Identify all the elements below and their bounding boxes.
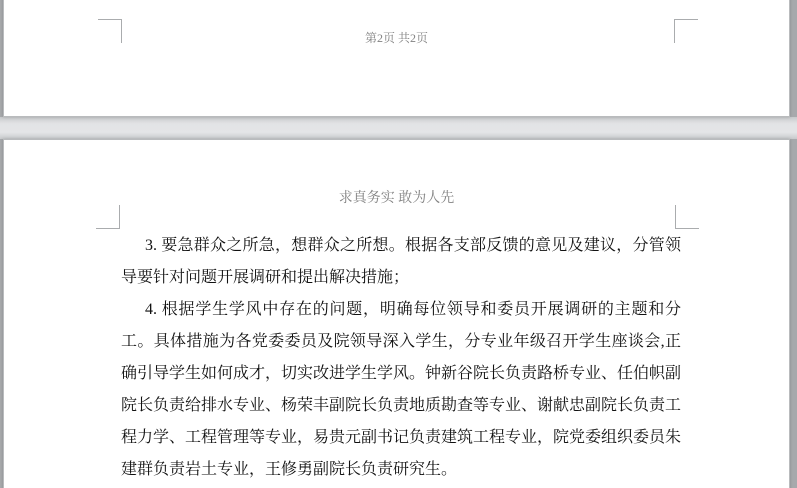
margin-mark-curr-top-right <box>675 205 699 229</box>
document-body-text[interactable] <box>121 230 681 486</box>
page-number-footer: 第2页 共2页 <box>364 31 428 45</box>
paragraph-item-3[interactable]: 3. 要急群众之所急，想群众之所想。根据各支部反馈的意见及建议，分管领导要针对问题开展调研和提出解决措施； <box>121 237 681 286</box>
page-previous[interactable] <box>3 0 790 117</box>
paragraph-item-4[interactable]: 4. 根据学生学风中存在的问题，明确每位领导和委员开展调研的主题和分工。具体措施为各党委委员及院领导深入学生，分专业年级召开学生座谈会,正确引导学生如何成才，切实改进学生学风。钟新谷院长负责路桥专业、任伯帜副院长负责给排水专业、杨荣丰副院长负责地质勘查等专业、谢献忠副院长负责工程力学、工程管理等专业，易贵元副书记负责建筑工程专业，院党委组织委员朱建群负责岩土专业，王修勇副院长负责研究生。 <box>121 301 682 478</box>
page-header-text: 求真务实 敢为人先 <box>338 191 455 206</box>
margin-mark-curr-top-left <box>96 205 120 229</box>
page-gap <box>0 117 797 139</box>
